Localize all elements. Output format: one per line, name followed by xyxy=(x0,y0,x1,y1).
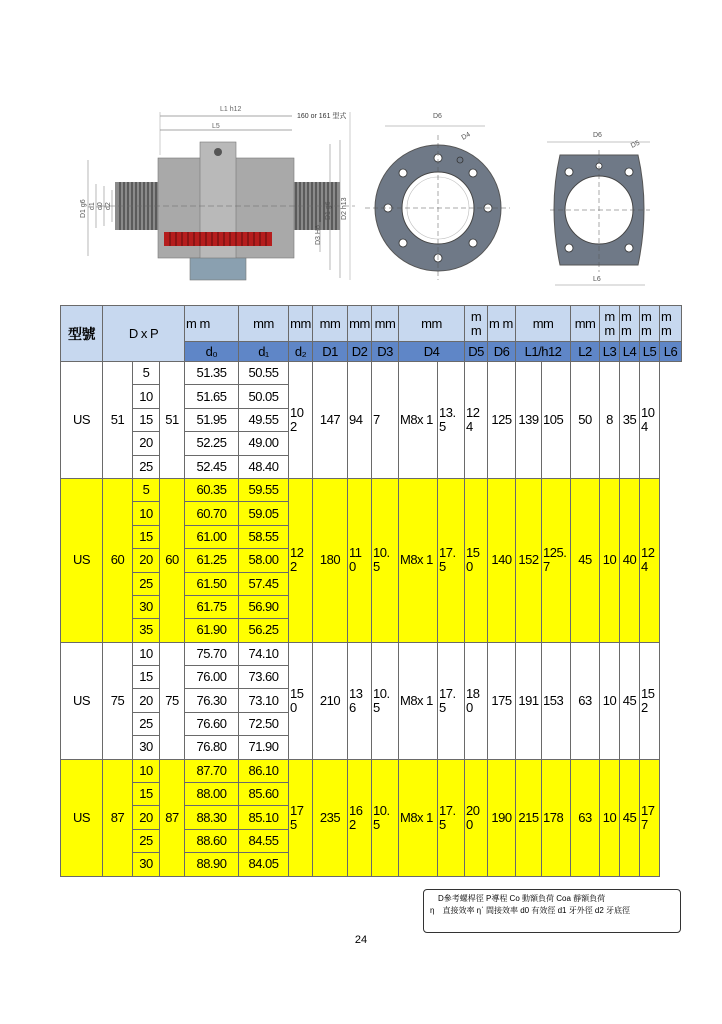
cell-d2: 85.10 xyxy=(239,806,289,829)
cell-L1-b: 139 xyxy=(516,362,542,479)
cell-D5: 17. 5 xyxy=(438,759,465,876)
cell-pitch: 20 xyxy=(133,806,160,829)
header-unit-d2: mm xyxy=(289,306,313,342)
header-sym-L5: L5 xyxy=(640,342,660,362)
table-row xyxy=(61,642,682,665)
cell-L6: 17 7 xyxy=(640,759,660,876)
cell-L2: 105 xyxy=(542,362,571,479)
cell-D2: 147 xyxy=(313,362,348,479)
cell-L1-b: 191 xyxy=(516,642,542,759)
cell-d1: 61.50 xyxy=(185,572,239,595)
spec-table xyxy=(60,305,682,877)
cell-d2: 58.55 xyxy=(239,525,289,548)
cell-D4-depth: 10. 5 xyxy=(372,478,399,642)
cell-d2: 49.00 xyxy=(239,432,289,455)
cell-L5: 45 xyxy=(620,642,640,759)
cell-d1: 61.25 xyxy=(185,549,239,572)
header-sym-D4: D4 xyxy=(399,342,465,362)
cell-d1: 76.60 xyxy=(185,712,239,735)
cell-d0: 51 xyxy=(160,362,185,479)
cell-L3: 50 xyxy=(571,362,600,479)
cell-D4-thread: M8x 1 xyxy=(399,362,438,479)
cell-d0: 87 xyxy=(160,759,185,876)
cell-model: US xyxy=(61,362,103,479)
cell-L4: 8 xyxy=(600,362,620,479)
cell-L1-a: 125 xyxy=(488,362,516,479)
header-unit-L1: mm xyxy=(516,306,571,342)
cell-pitch: 25 xyxy=(133,455,160,478)
cell-pitch: 30 xyxy=(133,853,160,876)
header-unit-D1: mm xyxy=(313,306,348,342)
header-unit-L2: mm xyxy=(571,306,600,342)
cell-D4-depth: 10. 5 xyxy=(372,642,399,759)
cell-d2: 73.60 xyxy=(239,666,289,689)
header-sym-d1: d₁ xyxy=(239,342,289,362)
cell-d1: 51.95 xyxy=(185,408,239,431)
dim-d2h13: D2 h13 xyxy=(341,197,348,220)
cell-D4-thread: M8x 1 xyxy=(399,478,438,642)
cell-d2: 48.40 xyxy=(239,455,289,478)
cell-D6: 20 0 xyxy=(465,759,488,876)
header-unit-D6: m m xyxy=(488,306,516,342)
cell-L4: 10 xyxy=(600,478,620,642)
round-flange-drawing xyxy=(365,113,510,280)
cell-L6: 15 2 xyxy=(640,642,660,759)
cell-pitch: 10 xyxy=(133,759,160,782)
cell-pitch: 25 xyxy=(133,712,160,735)
header-sym-d0: d₀ xyxy=(185,342,239,362)
dim-l6: L6 xyxy=(593,276,601,283)
cell-d2: 59.05 xyxy=(239,502,289,525)
cell-d2: 50.05 xyxy=(239,385,289,408)
cell-D6: 15 0 xyxy=(465,478,488,642)
page-number: 24 xyxy=(354,934,368,946)
header-unit-D3: mm xyxy=(372,306,399,342)
cell-d1: 51.65 xyxy=(185,385,239,408)
type-note: 160 or 161 型式 xyxy=(297,113,347,120)
dim-d6-square: D6 xyxy=(593,132,602,139)
cell-pitch: 20 xyxy=(133,689,160,712)
cell-D1: 10 2 xyxy=(289,362,313,479)
cell-D6: 18 0 xyxy=(465,642,488,759)
cell-d2: 73.10 xyxy=(239,689,289,712)
cell-model: US xyxy=(61,642,103,759)
cell-L1-b: 152 xyxy=(516,478,542,642)
cell-pitch: 10 xyxy=(133,385,160,408)
cell-pitch: 15 xyxy=(133,783,160,806)
cell-D3: 16 2 xyxy=(348,759,372,876)
cell-d1: 76.00 xyxy=(185,666,239,689)
cell-d2: 49.55 xyxy=(239,408,289,431)
cell-pitch: 25 xyxy=(133,572,160,595)
cell-L4: 10 xyxy=(600,759,620,876)
header-unit-L3: mm xyxy=(600,306,620,342)
header-sym-L4: L4 xyxy=(620,342,640,362)
cell-d2: 71.90 xyxy=(239,736,289,759)
dim-d6-round: D6 xyxy=(433,113,442,120)
cell-pitch: 35 xyxy=(133,619,160,642)
cell-d1: 52.45 xyxy=(185,455,239,478)
cell-pitch: 15 xyxy=(133,525,160,548)
cell-d0: 60 xyxy=(160,478,185,642)
cell-d1: 61.00 xyxy=(185,525,239,548)
header-sym-D2: D2 xyxy=(348,342,372,362)
cell-d2: 86.10 xyxy=(239,759,289,782)
cell-d1: 75.70 xyxy=(185,642,239,665)
square-flange-drawing xyxy=(547,132,650,285)
cell-D5: 13. 5 xyxy=(438,362,465,479)
header-sym-D3: D3 xyxy=(372,342,399,362)
cell-D4-thread: M8x 1 xyxy=(399,759,438,876)
cell-pitch: 30 xyxy=(133,595,160,618)
header-sym-d2: d₂ xyxy=(289,342,313,362)
header-unit-L6: m m xyxy=(660,306,682,342)
cell-d2: 57.45 xyxy=(239,572,289,595)
header-units-row xyxy=(61,306,682,342)
cell-d1: 76.80 xyxy=(185,736,239,759)
cell-L3: 63 xyxy=(571,759,600,876)
header-unit-L5: m m xyxy=(640,306,660,342)
header-unit-D2: mm xyxy=(348,306,372,342)
cell-D5: 17. 5 xyxy=(438,478,465,642)
cell-d2: 74.10 xyxy=(239,642,289,665)
dim-d5: D5 xyxy=(629,139,641,150)
cell-D2: 180 xyxy=(313,478,348,642)
dim-d2: d2 xyxy=(105,202,112,210)
cell-d1: 60.70 xyxy=(185,502,239,525)
cell-d1: 51.35 xyxy=(185,362,239,385)
cell-pitch: 20 xyxy=(133,549,160,572)
header-sym-L3: L3 xyxy=(600,342,620,362)
cell-d1: 88.30 xyxy=(185,806,239,829)
legend-line-1: D參考螺桿徑 P導程 Co 動額負荷 Coa 靜額負荷 xyxy=(438,894,606,903)
cell-d2: 50.55 xyxy=(239,362,289,385)
dim-d1g6: D1 g6 xyxy=(80,199,87,218)
cell-L2: 125. 7 xyxy=(542,478,571,642)
cell-d2: 58.00 xyxy=(239,549,289,572)
cell-d2: 56.25 xyxy=(239,619,289,642)
cell-L1-a: 175 xyxy=(488,642,516,759)
cell-d0: 75 xyxy=(160,642,185,759)
cell-pitch: 5 xyxy=(133,362,160,385)
header-sym-L2: L2 xyxy=(571,342,600,362)
cell-D1: 15 0 xyxy=(289,642,313,759)
cell-pitch: 10 xyxy=(133,502,160,525)
cell-L1-a: 190 xyxy=(488,759,516,876)
header-dxp: D x P xyxy=(103,306,185,362)
cell-L3: 45 xyxy=(571,478,600,642)
cell-d2: 84.05 xyxy=(239,853,289,876)
dim-d1g6-right: D1 g6 xyxy=(325,201,332,220)
cell-d1: 61.75 xyxy=(185,595,239,618)
cell-diameter: 87 xyxy=(103,759,133,876)
cell-pitch: 5 xyxy=(133,478,160,501)
dim-d3h6: D3 H6 xyxy=(315,225,322,245)
header-unit-L4: m m xyxy=(620,306,640,342)
cell-pitch: 15 xyxy=(133,408,160,431)
cell-L5: 35 xyxy=(620,362,640,479)
cell-D5: 17. 5 xyxy=(438,642,465,759)
cell-D1: 12 2 xyxy=(289,478,313,642)
side-view-drawing xyxy=(80,106,355,280)
cell-d1: 87.70 xyxy=(185,759,239,782)
cell-pitch: 10 xyxy=(133,642,160,665)
cell-d2: 84.55 xyxy=(239,829,289,852)
header-unit-d0: m m xyxy=(185,306,239,342)
cell-d2: 85.60 xyxy=(239,783,289,806)
cell-diameter: 51 xyxy=(103,362,133,479)
cell-d1: 60.35 xyxy=(185,478,239,501)
cell-D2: 235 xyxy=(313,759,348,876)
cell-L6: 12 4 xyxy=(640,478,660,642)
header-sym-L1: L1/h12 xyxy=(516,342,571,362)
cell-d1: 88.90 xyxy=(185,853,239,876)
cell-L5: 40 xyxy=(620,478,640,642)
cell-L5: 45 xyxy=(620,759,640,876)
cell-L6: 10 4 xyxy=(640,362,660,479)
cell-d1: 61.90 xyxy=(185,619,239,642)
cell-model: US xyxy=(61,478,103,642)
cell-D3: 13 6 xyxy=(348,642,372,759)
technical-drawings xyxy=(60,100,682,300)
cell-pitch: 20 xyxy=(133,432,160,455)
cell-pitch: 30 xyxy=(133,736,160,759)
header-sym-D5: D5 xyxy=(465,342,488,362)
cell-D3: 94 xyxy=(348,362,372,479)
dim-d1: d1 xyxy=(89,202,96,210)
dim-d0: d0 xyxy=(97,202,104,210)
cell-L1-a: 140 xyxy=(488,478,516,642)
cell-d2: 59.55 xyxy=(239,478,289,501)
cell-diameter: 75 xyxy=(103,642,133,759)
cell-D4-depth: 7 xyxy=(372,362,399,479)
cell-d1: 88.00 xyxy=(185,783,239,806)
legend-line-2: η 直接效率 η΄ 間接效率 d0 有效徑 d1 牙外徑 d2 牙底徑 xyxy=(430,906,631,915)
cell-d1: 52.25 xyxy=(185,432,239,455)
cell-D4-thread: M8x 1 xyxy=(399,642,438,759)
cell-model: US xyxy=(61,759,103,876)
cell-pitch: 25 xyxy=(133,829,160,852)
cell-L1-b: 215 xyxy=(516,759,542,876)
table-body xyxy=(61,362,682,877)
cell-D4-depth: 10. 5 xyxy=(372,759,399,876)
dim-l1: L1 h12 xyxy=(220,106,242,113)
cell-d2: 56.90 xyxy=(239,595,289,618)
cell-D6: 12 4 xyxy=(465,362,488,479)
cell-L3: 63 xyxy=(571,642,600,759)
header-unit-D4: mm xyxy=(399,306,465,342)
cell-D2: 210 xyxy=(313,642,348,759)
header-sym-L6: L6 xyxy=(660,342,682,362)
header-sym-D6: D6 xyxy=(488,342,516,362)
table-row xyxy=(61,362,682,385)
dim-d4: D4 xyxy=(460,131,472,142)
header-sym-D1: D1 xyxy=(313,342,348,362)
cell-d2: 72.50 xyxy=(239,712,289,735)
cell-L2: 153 xyxy=(542,642,571,759)
cell-D1: 17 5 xyxy=(289,759,313,876)
legend-note-box xyxy=(423,889,681,933)
cell-D3: 11 0 xyxy=(348,478,372,642)
table-row xyxy=(61,759,682,782)
cell-L2: 178 xyxy=(542,759,571,876)
cell-diameter: 60 xyxy=(103,478,133,642)
header-model: 型號 xyxy=(61,306,103,362)
cell-pitch: 15 xyxy=(133,666,160,689)
table-row xyxy=(61,478,682,501)
cell-d1: 88.60 xyxy=(185,829,239,852)
dim-l5: L5 xyxy=(212,123,220,130)
cell-d1: 76.30 xyxy=(185,689,239,712)
header-unit-d1: mm xyxy=(239,306,289,342)
header-unit-D5: mm xyxy=(465,306,488,342)
cell-L4: 10 xyxy=(600,642,620,759)
drawing-svg xyxy=(60,100,682,300)
